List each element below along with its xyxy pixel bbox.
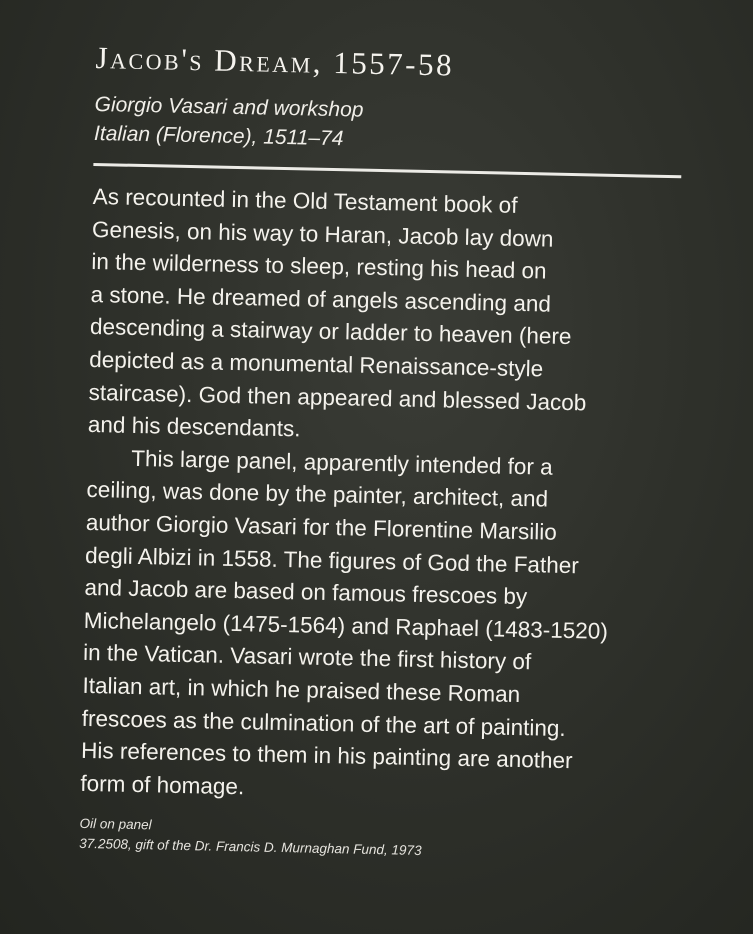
text-line: Genesis, on his way to Haran, Jacob lay down [91, 216, 554, 252]
text-line: This large panel, apparently intended for a [130, 445, 553, 480]
text-line: form of homage. [80, 770, 245, 799]
text-line: depicted as a monumental Renaissance-style [89, 346, 544, 382]
text-line: As recounted in the Old Testament book of [92, 183, 518, 218]
text-line: and his descendants. [87, 412, 301, 442]
medium-text: Oil on panel [79, 816, 152, 833]
museum-label [79, 40, 696, 867]
text-line: descending a stairway or ladder to heaven (here [89, 314, 572, 350]
description-text [80, 181, 693, 813]
paragraph-2 [80, 442, 687, 813]
text-line: Michelangelo (1475-1564) and Raphael (1483-1520) [83, 607, 609, 644]
divider-rule [93, 163, 681, 178]
text-line: ceiling, was done by the painter, architect, and [86, 477, 549, 512]
text-line: in the wilderness to sleep, resting his head on [91, 249, 547, 284]
paragraph-1 [88, 181, 693, 454]
text-line: staircase). God then appeared and blessed Jacob [88, 379, 587, 415]
accession-text: 37.2508, gift of the Dr. Francis D. Murnaghan Fund, 1973 [79, 836, 422, 859]
text-line: degli Albizi in 1558. The figures of God the Father [84, 542, 580, 578]
credit-line [79, 814, 680, 867]
text-line: His references to them in his painting are another [80, 737, 573, 774]
artist-origin: Italian (Florence), 1511–74 [93, 121, 344, 151]
text-line: Italian art, in which he praised these Roman [82, 672, 521, 707]
text-line: and Jacob are based on famous frescoes by [84, 575, 528, 610]
artwork-title: Jacob's Dream, 1557-58 [95, 40, 455, 83]
text-line: in the Vatican. Vasari wrote the first history of [82, 640, 532, 675]
text-line: author Giorgio Vasari for the Florentine Marsilio [85, 509, 558, 545]
text-line: frescoes as the culmination of the art of painting. [81, 705, 566, 741]
artist-block [94, 90, 695, 161]
text-line: a stone. He dreamed of angels ascending and [90, 281, 552, 317]
artist-name: Giorgio Vasari and workshop [94, 92, 364, 122]
